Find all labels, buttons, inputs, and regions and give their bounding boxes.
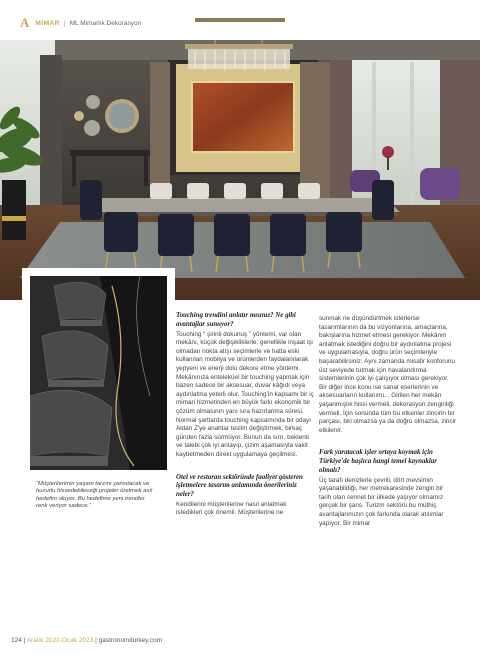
inset-photo-chairs	[30, 276, 167, 470]
article-column-1	[176, 312, 314, 522]
header-separator: |	[63, 19, 66, 27]
page-footer	[11, 637, 162, 644]
subsection-label: ML Mimarlık Dekorasyon	[69, 19, 142, 27]
article-column-2	[319, 315, 457, 532]
issue-date: Aralık 2022-Ocak 2023	[26, 637, 94, 644]
hero-photo-dining-room	[0, 0, 480, 300]
question-heading: Otel ve restoran sektöründe faaliyet gösteren işletmelere tasarım anlamında önerileriniz neler?	[176, 473, 303, 499]
magazine-logo-icon: A	[20, 15, 30, 30]
section-label: MİMAR	[35, 19, 60, 27]
answer-paragraph: Üç tarafı denizlerle çevrili, dört mevsimin yaşanabildiği, her metrekaresinde zengin bir tarih olan cennet bir ülkede yaşıyor olmamız gerçek bir şans. Turizm sektörü bu müthiş avantajlarımızın çok farkında olarak atılımlar yapıyor. Bir mimar	[319, 476, 444, 527]
page-header	[20, 14, 141, 32]
pull-quote: “Müşterilerimin yaşam tarzını yansıtacak ve huzurlu hissedebileceği projeler üretmek asıl hedefim oluyor. Bu hedefime yeni trendler renk veriyor sadece.”	[36, 481, 153, 510]
inset-photo-frame	[22, 268, 175, 470]
footer-separator: |	[23, 637, 26, 644]
question-heading: Touching trendini anlatır mısınız? Ne gibi avantajlar sunuyor?	[176, 312, 296, 328]
footer-separator: |	[95, 637, 97, 644]
answer-paragraph: Touching “ şirinli dokunuş ” yöntemi, var olan mekânı, küçük değişikliklerle, genellikle inşaat işi olmadan nokta atışı seçimlerle ve hatta eski kullanılan mobilya ve ürünlerden faydalanılarak yepyeni ve enerji dolu dekore etme yöntemi. Mekânınıza enteleküel bir touching yapmak için bazen sadece bir aksesuar, duvar kâğıdı veya aydınlatma yeterli olur. Touching’in kapsamı bir iç mimari hizmetinden en büyük farkı ekonomik bir çözüm olmasının yanı sıra hazırlanma süresi. Normal şartlarda touching kapsamında bir odayı Aldan Z'ye anahtar teslim değiştirmek, birkaç günden fazla sürmüyor. Bunun da sırrı, beklenti ve talebi çok iyi anlayıp, çizim aşamasıyla vakit kaybetmeden direkt uygulamaya geçilmesi.	[176, 330, 314, 458]
page-number: 124	[11, 637, 22, 644]
website-link[interactable]: gastronomiturkey.com	[98, 637, 163, 644]
answer-paragraph: sunmak ne düşündürtmek isterlerse tasarımlarının da bu vizyonlarına, amaçlarına, bakışlarına hizmet etmesi gerekiyor. Mekânın anlatmak istediğini doğru bir aydınlatma projesi ve uygulamasıyla, doğru ürün seçimleriyle başarabilirsiniz. Aynı zamanda misafir konforunu üst seviyede tutmak için havalandırma sistemlerinin çok iyi çalışıyor olması gerekiyor. Bir diğer ince konu ise sanat eserlerinin ve aksesuarların kullanımı... Girilen her mekân yaşanmışlık hissi vermeli, dekorasyon zenginliği vermeli. İçin sonunda tüm bu etkenler zincirin bir parçası, biri olmazsa ya da doğru olmazsa, zincir etkilenir.	[319, 315, 457, 434]
dining-room-illustration	[0, 0, 480, 300]
question-heading: Fark yaratacak işler ortaya koymak için Türkiye'de başlıca hangi temel kaynaklar olmalı?	[319, 449, 437, 474]
answer-paragraph: Kendilerini müşterilerine nasıl anlatmak istedikleri çok önemli. Müşterilerine ne	[176, 500, 287, 517]
